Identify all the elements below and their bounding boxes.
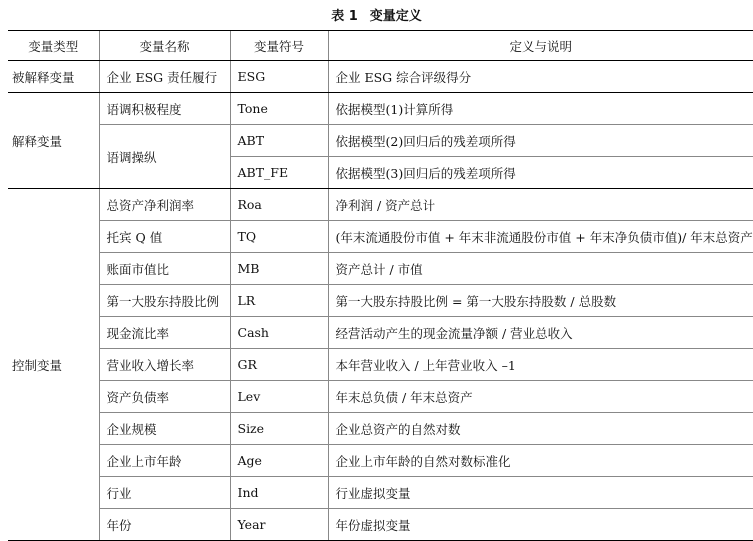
table-row [8, 285, 753, 317]
variable-name-cell: 资产负债率 [99, 381, 230, 413]
variable-symbol-cell: LR [230, 285, 328, 317]
table-row [8, 317, 753, 349]
table-row [8, 381, 753, 413]
variable-symbol-cell: Age [230, 445, 328, 477]
variable-symbol-cell: MB [230, 253, 328, 285]
definition-cell: 行业虚拟变量 [328, 477, 753, 509]
table-row [8, 509, 753, 541]
table-row [8, 125, 753, 157]
variable-symbol-cell: Lev [230, 381, 328, 413]
table-row [8, 413, 753, 445]
header-variable-symbol: 变量符号 [230, 31, 328, 61]
definition-cell: 本年营业收入 / 上年营业收入 –1 [328, 349, 753, 381]
variable-type-cell: 控制变量 [8, 189, 99, 541]
variable-name-cell: 营业收入增长率 [99, 349, 230, 381]
header-variable-type: 变量类型 [8, 31, 99, 61]
variable-type-cell: 被解释变量 [8, 61, 99, 93]
variable-symbol-cell: Year [230, 509, 328, 541]
variable-symbol-cell: GR [230, 349, 328, 381]
variable-name-cell: 行业 [99, 477, 230, 509]
variable-name-cell: 企业 ESG 责任履行 [99, 61, 230, 93]
header-row [8, 31, 753, 61]
variable-symbol-cell: Cash [230, 317, 328, 349]
variable-symbol-cell: ABT [230, 125, 328, 157]
table-row [8, 189, 753, 221]
table-name: 变量定义 [369, 9, 422, 24]
definition-cell: 年末总负债 / 年末总资产 [328, 381, 753, 413]
variable-symbol-cell: ABT_FE [230, 157, 328, 189]
variable-symbol-cell: TQ [230, 221, 328, 253]
variable-name-cell: 托宾 Q 值 [99, 221, 230, 253]
definition-cell: 企业 ESG 综合评级得分 [328, 61, 753, 93]
definition-cell: 资产总计 / 市值 [328, 253, 753, 285]
definition-cell: 净利润 / 资产总计 [328, 189, 753, 221]
variable-name-cell: 企业上市年龄 [99, 445, 230, 477]
variable-symbol-cell: ESG [230, 61, 328, 93]
definition-cell: 企业上市年龄的自然对数标准化 [328, 445, 753, 477]
definition-cell: 企业总资产的自然对数 [328, 413, 753, 445]
variable-name-cell: 总资产净利润率 [99, 189, 230, 221]
table-row [8, 253, 753, 285]
header-definition: 定义与说明 [328, 31, 753, 61]
definition-cell: (年末流通股份市值 + 年末非流通股份市值 + 年末净负债市值)/ 年末总资产 [328, 221, 753, 253]
definition-cell: 年份虚拟变量 [328, 509, 753, 541]
variable-symbol-cell: Size [230, 413, 328, 445]
table-row [8, 445, 753, 477]
variable-name-cell: 账面市值比 [99, 253, 230, 285]
variable-symbol-cell: Roa [230, 189, 328, 221]
variable-name-cell: 企业规模 [99, 413, 230, 445]
table-row [8, 61, 753, 93]
definition-cell: 第一大股东持股比例 = 第一大股东持股数 / 总股数 [328, 285, 753, 317]
table-row [8, 93, 753, 125]
definition-cell: 依据模型(3)回归后的残差项所得 [328, 157, 753, 189]
variable-type-cell: 解释变量 [8, 93, 99, 189]
table-row [8, 349, 753, 381]
variable-name-cell: 年份 [99, 509, 230, 541]
variable-name-cell: 现金流比率 [99, 317, 230, 349]
header-variable-name: 变量名称 [99, 31, 230, 61]
variable-name-cell: 语调操纵 [99, 125, 230, 189]
definition-cell: 经营活动产生的现金流量净额 / 营业总收入 [328, 317, 753, 349]
variable-definition-table [8, 30, 753, 541]
variable-symbol-cell: Ind [230, 477, 328, 509]
table-number: 表 1 [331, 9, 358, 24]
variable-name-cell: 语调积极程度 [99, 93, 230, 125]
table-row [8, 477, 753, 509]
table-title [0, 7, 753, 27]
definition-cell: 依据模型(2)回归后的残差项所得 [328, 125, 753, 157]
variable-name-cell: 第一大股东持股比例 [99, 285, 230, 317]
table-row [8, 221, 753, 253]
definition-cell: 依据模型(1)计算所得 [328, 93, 753, 125]
variable-symbol-cell: Tone [230, 93, 328, 125]
